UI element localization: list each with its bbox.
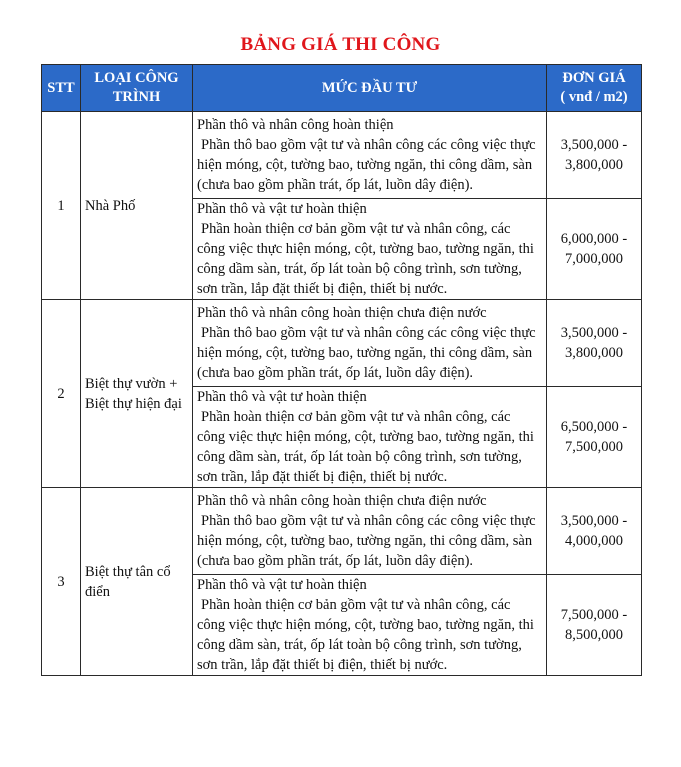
header-loai-cong-trinh bbox=[81, 65, 193, 112]
header-gia-line: ( vnđ / m2) bbox=[560, 89, 628, 105]
header-stt: STT bbox=[42, 65, 81, 112]
row-muc-dau-tu bbox=[193, 112, 547, 199]
row-loai-cong-trinh bbox=[81, 488, 193, 676]
header-gia-line: ĐƠN GIÁ bbox=[562, 70, 626, 86]
muc-line: công việc thực hiện móng, cột, tường bao, tường ngăn, thi bbox=[197, 617, 534, 633]
row-don-gia bbox=[547, 488, 642, 575]
muc-line: công dầm sàn, trát, ốp lát toàn bộ công trình, sơn tường, bbox=[197, 261, 522, 277]
row-don-gia bbox=[547, 575, 642, 676]
price-line: 6,000,000 - bbox=[560, 231, 628, 247]
muc-line: Phần thô bao gồm vật tư và nhân công các công việc thực bbox=[201, 137, 536, 153]
muc-line: sơn trần, lắp đặt thiết bị điện, thiết bị nước. bbox=[197, 657, 448, 673]
muc-line: Phần hoàn thiện cơ bản gồm vật tư và nhân công, các bbox=[201, 409, 511, 425]
price-line: 7,000,000 bbox=[565, 251, 623, 267]
loai-line: Biệt thự tân cổ bbox=[85, 563, 171, 580]
row-muc-dau-tu bbox=[193, 300, 547, 387]
muc-line: Phần thô và vật tư hoàn thiện bbox=[197, 201, 367, 217]
loai-line: Nhà Phố bbox=[85, 197, 136, 214]
muc-line: công dầm sàn, trát, ốp lát toàn bộ công trình, sơn tường, bbox=[197, 449, 522, 465]
row-muc-dau-tu bbox=[193, 575, 547, 676]
price-table bbox=[41, 64, 642, 676]
loai-line: Biệt thự vườn + bbox=[85, 375, 178, 392]
header-row bbox=[42, 65, 642, 112]
page-title: BẢNG GIÁ THI CÔNG bbox=[240, 34, 441, 55]
muc-line: Phần thô và nhân công hoàn thiện chưa điện nước bbox=[197, 305, 487, 321]
row-muc-dau-tu bbox=[193, 387, 547, 488]
row-don-gia bbox=[547, 300, 642, 387]
header-loai-line: TRÌNH bbox=[112, 89, 161, 105]
header-muc-dau-tu: MỨC ĐẦU TƯ bbox=[193, 65, 547, 112]
price-line: 3,800,000 bbox=[565, 345, 623, 361]
muc-line: công việc thực hiện móng, cột, tường bao, tường ngăn, thi bbox=[197, 429, 534, 445]
loai-line: điển bbox=[85, 583, 110, 600]
row-stt: 2 bbox=[42, 300, 81, 488]
muc-line: công việc thực hiện móng, cột, tường bao, tường ngăn, thi bbox=[197, 241, 534, 257]
muc-line: Phần thô và nhân công hoàn thiện bbox=[197, 117, 394, 133]
row-loai-cong-trinh bbox=[81, 300, 193, 488]
muc-line: công dầm sàn, trát, ốp lát toàn bộ công trình, sơn tường, bbox=[197, 637, 522, 653]
price-line: 6,500,000 - bbox=[560, 419, 628, 435]
price-line: 7,500,000 bbox=[565, 439, 623, 455]
muc-line: sơn trần, lắp đặt thiết bị điện, thiết bị nước. bbox=[197, 281, 448, 297]
muc-line: Phần thô và vật tư hoàn thiện bbox=[197, 389, 367, 405]
header-loai-line: LOẠI CÔNG bbox=[94, 70, 179, 86]
muc-line: hiện móng, cột, tường bao, tường ngăn, thi công dầm, sàn bbox=[197, 157, 533, 173]
price-line: 7,500,000 - bbox=[560, 607, 628, 623]
header-don-gia bbox=[547, 65, 642, 112]
muc-line: Phần thô và nhân công hoàn thiện chưa điện nước bbox=[197, 493, 487, 509]
row-don-gia bbox=[547, 387, 642, 488]
muc-line: hiện móng, cột, tường bao, tường ngăn, thi công dầm, sàn bbox=[197, 345, 533, 361]
muc-line: Phần thô bao gồm vật tư và nhân công các công việc thực bbox=[201, 513, 536, 529]
price-line: 4,000,000 bbox=[565, 533, 623, 549]
muc-line: (chưa bao gồm phần trát, ốp lát, luồn dây điện). bbox=[197, 553, 474, 569]
table-row bbox=[42, 112, 642, 199]
muc-line: (chưa bao gồm phần trát, ốp lát, luồn dây điện). bbox=[197, 365, 474, 381]
row-muc-dau-tu bbox=[193, 488, 547, 575]
row-don-gia bbox=[547, 199, 642, 300]
price-line: 3,500,000 - bbox=[560, 325, 628, 341]
muc-line: hiện móng, cột, tường bao, tường ngăn, thi công dầm, sàn bbox=[197, 533, 533, 549]
row-loai-cong-trinh bbox=[81, 112, 193, 300]
table-row bbox=[42, 488, 642, 575]
table-row bbox=[42, 300, 642, 387]
price-line: 3,500,000 - bbox=[560, 137, 628, 153]
muc-line: (chưa bao gồm phần trát, ốp lát, luồn dây điện). bbox=[197, 177, 474, 193]
row-muc-dau-tu bbox=[193, 199, 547, 300]
price-line: 3,800,000 bbox=[565, 157, 623, 173]
price-line: 8,500,000 bbox=[565, 627, 623, 643]
row-don-gia bbox=[547, 112, 642, 199]
row-stt: 3 bbox=[42, 488, 81, 676]
muc-line: sơn trần, lắp đặt thiết bị điện, thiết bị nước. bbox=[197, 469, 448, 485]
price-table-body bbox=[42, 112, 642, 676]
price-line: 3,500,000 - bbox=[560, 513, 628, 529]
muc-line: Phần thô và vật tư hoàn thiện bbox=[197, 577, 367, 593]
muc-line: Phần thô bao gồm vật tư và nhân công các công việc thực bbox=[201, 325, 536, 341]
row-stt: 1 bbox=[42, 112, 81, 300]
muc-line: Phần hoàn thiện cơ bản gồm vật tư và nhân công, các bbox=[201, 597, 511, 613]
muc-line: Phần hoàn thiện cơ bản gồm vật tư và nhân công, các bbox=[201, 221, 511, 237]
loai-line: Biệt thự hiện đại bbox=[85, 395, 182, 412]
